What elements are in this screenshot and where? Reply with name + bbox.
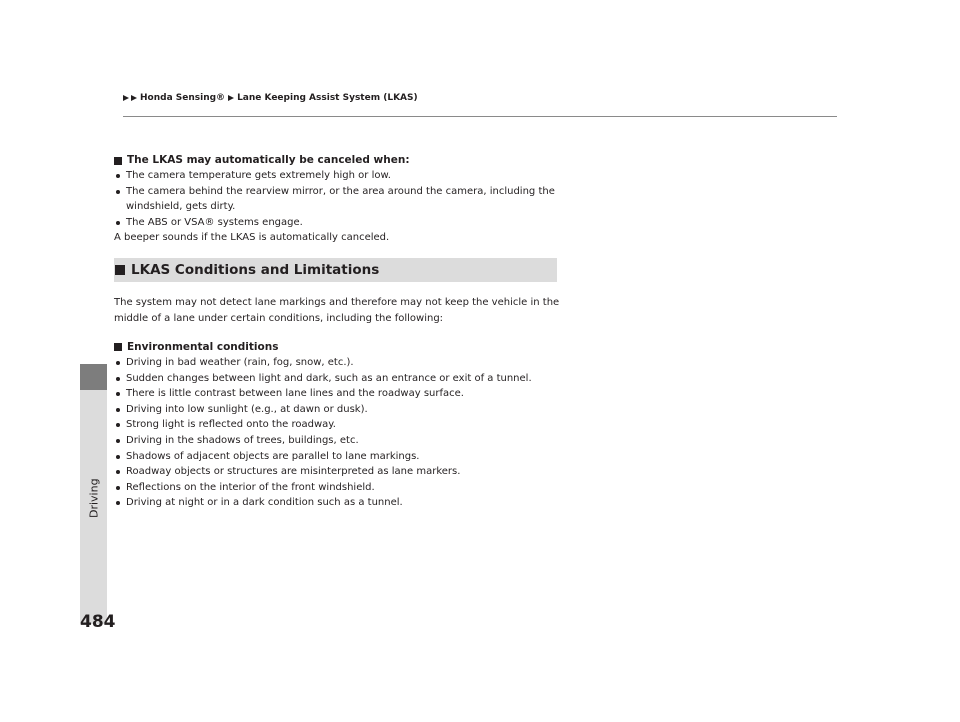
breadcrumb-arrow-icon <box>123 95 129 101</box>
list-item: Reflections on the interior of the front windshield. <box>114 480 564 496</box>
list-item: Driving at night or in a dark condition such as a tunnel. <box>114 495 564 511</box>
section-header <box>114 258 557 282</box>
list-item: The ABS or VSA® systems engage. <box>114 215 564 231</box>
list-item: Shadows of adjacent objects are parallel to lane markings. <box>114 449 564 465</box>
breadcrumb-item-lkas: Lane Keeping Assist System (LKAS) <box>237 93 418 103</box>
breadcrumb-arrow-icon <box>228 95 234 101</box>
page-number: 484 <box>80 612 116 632</box>
main-content <box>114 153 564 511</box>
limitations-intro: The system may not detect lane markings and therefore may not keep the vehicle in the middle of a lane under certain conditions, including the following: <box>114 296 560 324</box>
square-bullet-icon <box>114 343 122 351</box>
list-item: The camera behind the rearview mirror, or the area around the camera, including the windshield, gets dirty. <box>114 184 564 215</box>
cancel-heading <box>114 153 564 168</box>
beeper-note: A beeper sounds if the LKAS is automatically canceled. <box>114 232 390 244</box>
chapter-tab-marker <box>80 364 107 390</box>
square-bullet-icon <box>114 157 122 165</box>
section-title: LKAS Conditions and Limitations <box>131 261 380 278</box>
env-list <box>114 355 564 511</box>
breadcrumb-arrow-icon <box>131 95 137 101</box>
env-heading-text: Environmental conditions <box>127 340 279 353</box>
list-item: Strong light is reflected onto the roadway. <box>114 417 564 433</box>
cancel-list <box>114 168 564 230</box>
chapter-label: Driving <box>87 478 101 518</box>
breadcrumb <box>123 93 418 103</box>
list-item: Roadway objects or structures are misinterpreted as lane markers. <box>114 464 564 480</box>
header-rule <box>123 116 837 117</box>
list-item: The camera temperature gets extremely high or low. <box>114 168 564 184</box>
cancel-heading-text: The LKAS may automatically be canceled when: <box>127 154 410 166</box>
env-heading <box>114 340 564 355</box>
list-item: Sudden changes between light and dark, such as an entrance or exit of a tunnel. <box>114 371 564 387</box>
square-bullet-icon <box>115 265 125 275</box>
list-item: Driving into low sunlight (e.g., at dawn or dusk). <box>114 402 564 418</box>
list-item: Driving in bad weather (rain, fog, snow, etc.). <box>114 355 564 371</box>
breadcrumb-item-honda-sensing: Honda Sensing® <box>140 93 226 103</box>
list-item: Driving in the shadows of trees, buildings, etc. <box>114 433 564 449</box>
list-item: There is little contrast between lane lines and the roadway surface. <box>114 386 564 402</box>
